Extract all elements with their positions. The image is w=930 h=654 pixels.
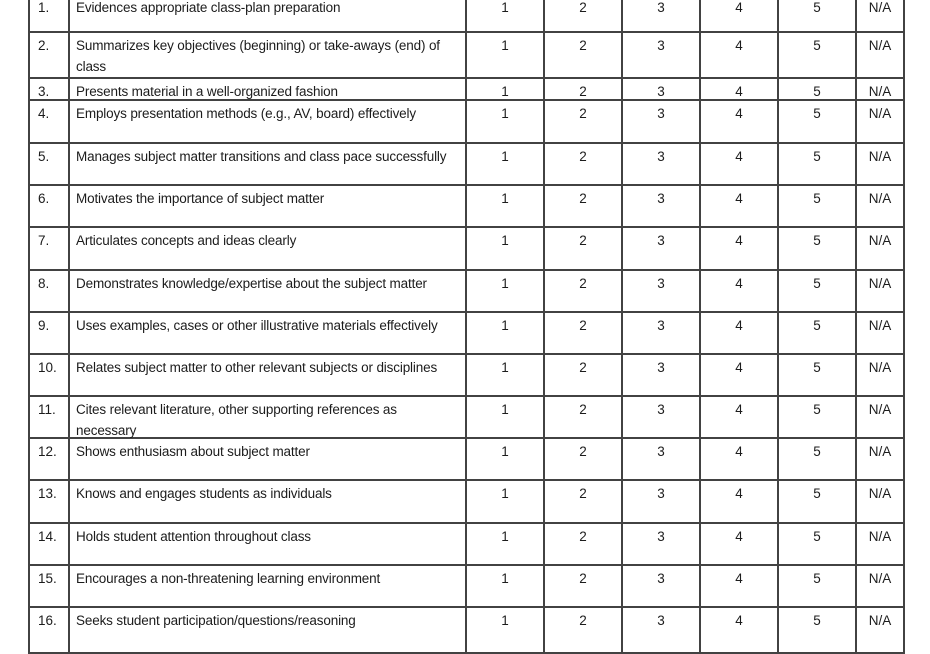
rating-cell-na: N/A (857, 186, 905, 228)
rating-cell-5: 5 (779, 144, 857, 186)
rating-cell-3: 3 (623, 608, 701, 654)
rating-cell-na: N/A (857, 313, 905, 355)
rating-cell-1: 1 (467, 608, 545, 654)
rating-cell-na: N/A (857, 481, 905, 524)
rating-cell-4: 4 (701, 101, 779, 144)
row-number-cell: 6. (30, 186, 70, 228)
row-number-cell: 8. (30, 271, 70, 313)
rating-cell-na: N/A (857, 228, 905, 271)
rating-cell-2: 2 (545, 439, 623, 481)
row-number-cell: 15. (30, 566, 70, 608)
row-number-cell: 1. (30, 0, 70, 33)
rating-cell-na: N/A (857, 144, 905, 186)
rating-cell-1: 1 (467, 439, 545, 481)
rating-cell-2: 2 (545, 228, 623, 271)
rating-cell-5: 5 (779, 101, 857, 144)
rating-cell-4: 4 (701, 481, 779, 524)
rating-cell-3: 3 (623, 439, 701, 481)
rating-cell-2: 2 (545, 79, 623, 101)
criterion-cell: Manages subject matter transitions and class pace successfully (70, 144, 467, 186)
rating-cell-na: N/A (857, 355, 905, 397)
rating-cell-2: 2 (545, 271, 623, 313)
rating-cell-3: 3 (623, 524, 701, 566)
criterion-cell: Motivates the importance of subject matter (70, 186, 467, 228)
rating-cell-3: 3 (623, 397, 701, 439)
criterion-cell: Holds student attention throughout class (70, 524, 467, 566)
criterion-cell: Presents material in a well-organized fashion (70, 79, 467, 101)
rating-cell-2: 2 (545, 397, 623, 439)
rating-cell-1: 1 (467, 144, 545, 186)
rating-cell-na: N/A (857, 566, 905, 608)
rating-cell-5: 5 (779, 566, 857, 608)
row-number-cell: 2. (30, 33, 70, 79)
rating-cell-5: 5 (779, 397, 857, 439)
rating-cell-na: N/A (857, 397, 905, 439)
rating-cell-2: 2 (545, 566, 623, 608)
rating-cell-na: N/A (857, 271, 905, 313)
rating-cell-3: 3 (623, 228, 701, 271)
rating-cell-2: 2 (545, 355, 623, 397)
rating-cell-1: 1 (467, 397, 545, 439)
rating-cell-na: N/A (857, 79, 905, 101)
row-number-cell: 13. (30, 481, 70, 524)
rating-cell-5: 5 (779, 524, 857, 566)
rating-cell-1: 1 (467, 313, 545, 355)
row-number-cell: 9. (30, 313, 70, 355)
criterion-cell: Articulates concepts and ideas clearly (70, 228, 467, 271)
rating-cell-4: 4 (701, 524, 779, 566)
rating-cell-3: 3 (623, 271, 701, 313)
rating-cell-na: N/A (857, 33, 905, 79)
rating-cell-3: 3 (623, 355, 701, 397)
rating-cell-1: 1 (467, 271, 545, 313)
row-number-cell: 3. (30, 79, 70, 101)
rating-cell-5: 5 (779, 439, 857, 481)
rating-cell-3: 3 (623, 33, 701, 79)
rating-cell-4: 4 (701, 355, 779, 397)
rating-cell-1: 1 (467, 186, 545, 228)
rating-cell-1: 1 (467, 79, 545, 101)
rating-cell-3: 3 (623, 186, 701, 228)
row-number-cell: 5. (30, 144, 70, 186)
row-number-cell: 16. (30, 608, 70, 654)
criterion-cell: Employs presentation methods (e.g., AV, board) effectively (70, 101, 467, 144)
rating-cell-1: 1 (467, 524, 545, 566)
rating-cell-1: 1 (467, 566, 545, 608)
criterion-cell: Encourages a non-threatening learning environment (70, 566, 467, 608)
criterion-cell: Demonstrates knowledge/expertise about the subject matter (70, 271, 467, 313)
rating-cell-5: 5 (779, 228, 857, 271)
row-number-cell: 11. (30, 397, 70, 439)
rating-cell-4: 4 (701, 397, 779, 439)
rating-cell-2: 2 (545, 608, 623, 654)
rating-cell-3: 3 (623, 144, 701, 186)
rating-cell-4: 4 (701, 566, 779, 608)
rating-cell-4: 4 (701, 313, 779, 355)
criterion-cell: Relates subject matter to other relevant subjects or disciplines (70, 355, 467, 397)
rating-cell-1: 1 (467, 481, 545, 524)
rating-cell-3: 3 (623, 101, 701, 144)
rating-cell-4: 4 (701, 186, 779, 228)
criterion-cell: Uses examples, cases or other illustrative materials effectively (70, 313, 467, 355)
rating-cell-2: 2 (545, 101, 623, 144)
rating-cell-5: 5 (779, 0, 857, 33)
rating-cell-4: 4 (701, 228, 779, 271)
rating-cell-4: 4 (701, 79, 779, 101)
rating-cell-na: N/A (857, 524, 905, 566)
rating-cell-5: 5 (779, 355, 857, 397)
rating-cell-4: 4 (701, 439, 779, 481)
criterion-cell: Evidences appropriate class-plan preparation (70, 0, 467, 33)
row-number-cell: 4. (30, 101, 70, 144)
rating-cell-4: 4 (701, 33, 779, 79)
rating-cell-4: 4 (701, 271, 779, 313)
rating-cell-na: N/A (857, 101, 905, 144)
criterion-cell: Cites relevant literature, other supporting references as necessary (70, 397, 467, 439)
row-number-cell: 10. (30, 355, 70, 397)
criterion-cell: Shows enthusiasm about subject matter (70, 439, 467, 481)
rating-cell-5: 5 (779, 79, 857, 101)
rating-cell-4: 4 (701, 144, 779, 186)
rating-cell-1: 1 (467, 228, 545, 271)
rating-cell-5: 5 (779, 313, 857, 355)
rating-cell-5: 5 (779, 271, 857, 313)
rating-cell-3: 3 (623, 566, 701, 608)
rating-cell-3: 3 (623, 313, 701, 355)
rating-cell-5: 5 (779, 481, 857, 524)
rating-cell-1: 1 (467, 0, 545, 33)
rating-cell-na: N/A (857, 439, 905, 481)
row-number-cell: 14. (30, 524, 70, 566)
rating-cell-5: 5 (779, 186, 857, 228)
rating-cell-2: 2 (545, 481, 623, 524)
row-number-cell: 7. (30, 228, 70, 271)
rating-cell-4: 4 (701, 0, 779, 33)
rating-cell-1: 1 (467, 355, 545, 397)
rating-cell-1: 1 (467, 33, 545, 79)
rating-cell-5: 5 (779, 608, 857, 654)
rating-cell-2: 2 (545, 313, 623, 355)
rating-cell-3: 3 (623, 481, 701, 524)
rating-cell-3: 3 (623, 79, 701, 101)
rating-cell-2: 2 (545, 186, 623, 228)
rating-cell-2: 2 (545, 524, 623, 566)
rating-cell-2: 2 (545, 33, 623, 79)
rating-cell-1: 1 (467, 101, 545, 144)
rating-cell-na: N/A (857, 608, 905, 654)
criterion-cell: Knows and engages students as individuals (70, 481, 467, 524)
rating-cell-5: 5 (779, 33, 857, 79)
rating-cell-3: 3 (623, 0, 701, 33)
rating-cell-4: 4 (701, 608, 779, 654)
criterion-cell: Summarizes key objectives (beginning) or take-aways (end) of class (70, 33, 467, 79)
row-number-cell: 12. (30, 439, 70, 481)
evaluation-table (28, 0, 905, 654)
rating-cell-na: N/A (857, 0, 905, 33)
criterion-cell: Seeks student participation/questions/reasoning (70, 608, 467, 654)
rating-cell-2: 2 (545, 144, 623, 186)
rating-cell-2: 2 (545, 0, 623, 33)
